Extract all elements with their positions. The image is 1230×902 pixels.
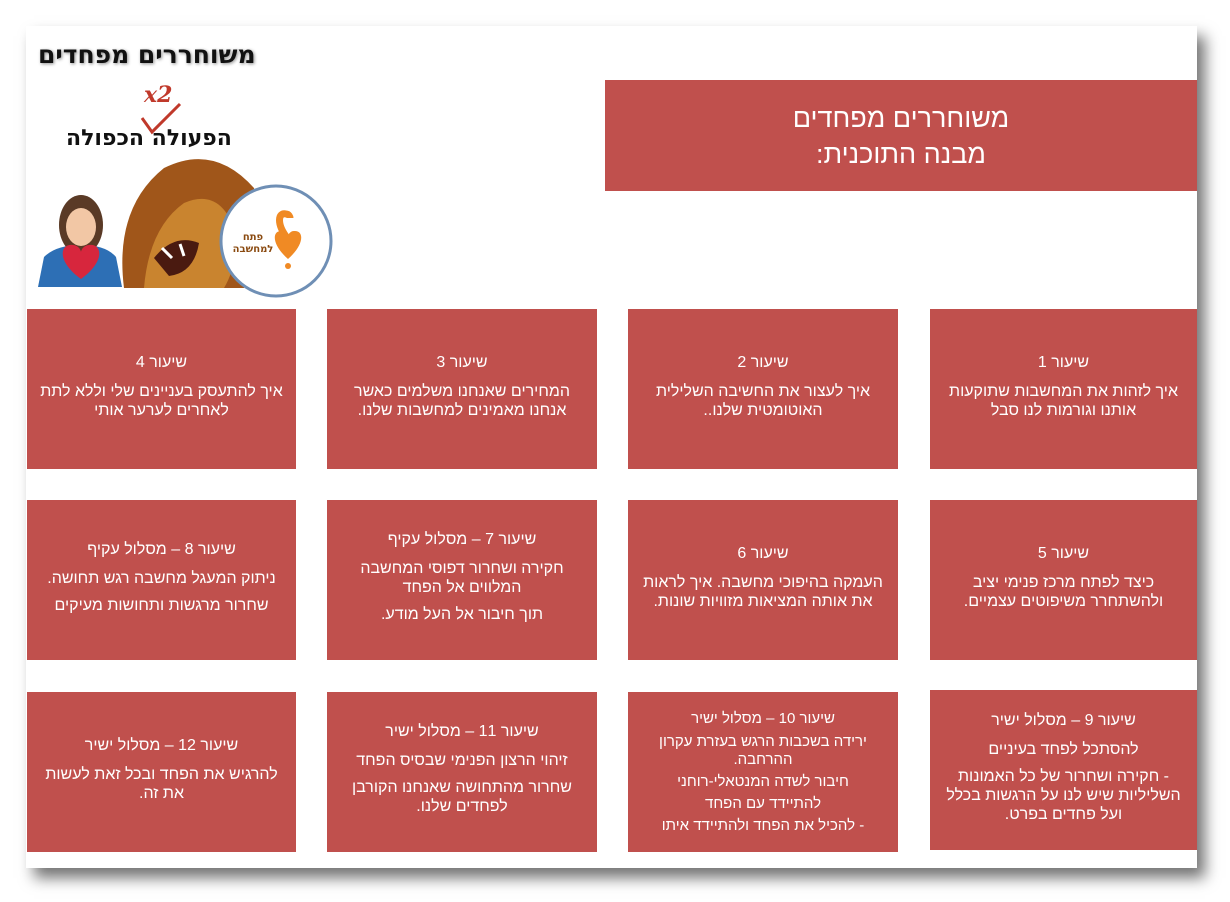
lesson-text: שחרור מהתחושה שאנחנו הקורבן לפחדים שלנו. [352,779,572,815]
logo [36,82,336,297]
badge-text [228,232,278,256]
logo-x2: x2 [144,82,173,108]
lesson-text: חיבור לשדה המנטאלי-רוחני [677,772,849,790]
lesson-text: איך לזהות את המחשבות שתוקעות אותנו וגורמות לנו סבל [949,382,1178,419]
lesson-title: שיעור 3 [436,353,488,371]
lesson-title: שיעור 12 – מסלול ישיר [84,736,239,754]
woman-with-heart-image [36,187,126,287]
logo-text: הפעולה הכפולה [66,126,232,151]
brand-title: משוחררים מפחדים [38,40,256,69]
lesson-text: ניתוק המעגל מחשבה רגש תחושה. [47,569,276,587]
lesson-title: שיעור 11 – מסלול ישיר [385,723,539,740]
lesson-title: שיעור 10 – מסלול ישיר [691,709,835,727]
badge-line-2: למחשבה [232,244,274,255]
lesson-title: שיעור 6 [737,544,789,562]
header-title: משוחררים מפחדים [792,102,1010,133]
lesson-box-12 [27,692,296,852]
lesson-text: איך להתעסק בעניינים שלי וללא לתת לאחרים לערער אותי [40,382,283,419]
program-structure-header [605,80,1197,191]
lesson-box-10 [628,692,898,852]
lesson-text: להרגיש את הפחד ובכל זאת לעשות את זה. [45,765,278,802]
lesson-text: ירידה בשכבות הרגש בעזרת עקרון ההרחבה. [659,732,867,768]
lesson-box-11 [327,692,597,852]
lesson-box-3 [327,309,597,469]
lesson-text: - חקירה ושחרור של כל האמונות השליליות שיש לנו על הרגשות בכלל ועל פחדים בפרט. [946,767,1181,823]
lesson-title: שיעור 5 [1037,544,1090,562]
lesson-text: - להכיל את הפחד ולהתיידד איתו [661,816,865,834]
lesson-text: איך לעצור את החשיבה השלילית האוטומטית שלנו.. [655,382,871,419]
lesson-title: שיעור 7 – מסלול עקיף [387,531,537,548]
lesson-text: המחירים שאנחנו משלמים כאשר אנחנו מאמינים למחשבות שלנו. [354,382,570,419]
lesson-title: שיעור 4 [135,353,188,371]
lesson-text: שחרור מרגשות ותחושות מעיקים [54,596,269,614]
lesson-box-1 [930,309,1197,469]
lesson-text: כיצד לפתח מרכז פנימי יציב ולהשתחרר משיפוטים עצמיים. [963,573,1164,610]
lesson-box-6 [628,500,898,660]
lesson-title: שיעור 1 [1037,353,1090,371]
lesson-text: להתיידד עם הפחד [705,794,822,812]
lesson-title: שיעור 9 – מסלול ישיר [991,711,1136,729]
lesson-box-7 [327,500,597,660]
lesson-text: העמקה בהיפוכי מחשבה. איך לראות את אותה המציאות מזוויות שונות. [643,573,883,610]
lesson-text: תוך חיבור אל העל מודע. [380,606,544,623]
lesson-text: להסתכל לפחד בעיניים [988,740,1139,758]
lesson-box-5 [930,500,1197,660]
lesson-box-2 [628,309,898,469]
header-subtitle: מבנה התוכנית: [816,138,986,169]
lesson-box-4 [27,309,296,469]
lesson-text: זיהוי הרצון הפנימי שבסיס הפחד [356,752,568,769]
lesson-text: חקירה ושחרור דפוסי המחשבה המלווים אל הפחד [360,560,564,596]
lesson-box-9 [930,690,1197,850]
lesson-box-8 [27,500,296,660]
badge-line-1: פתח [242,232,264,243]
lesson-title: שיעור 2 [737,353,789,371]
lesson-title: שיעור 8 – מסלול עקיף [87,540,236,558]
